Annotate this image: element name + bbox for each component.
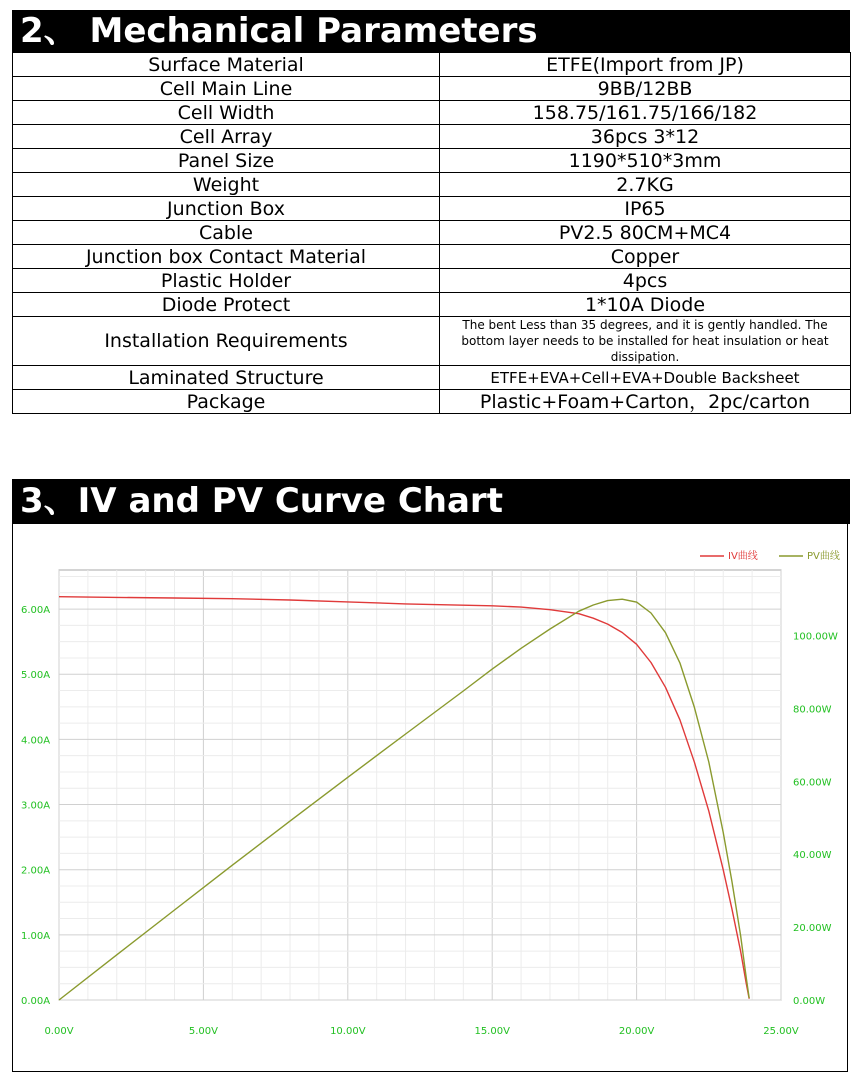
param-label: Installation Requirements (13, 317, 440, 366)
x-axis-ticks (44, 1026, 798, 1037)
y-tick-label: 6.00A (21, 605, 51, 617)
param-label: Cell Width (13, 101, 440, 125)
x-tick-label: 0.00V (44, 1026, 74, 1037)
plot-area (59, 570, 781, 1000)
param-value: 36pcs 3*12 (440, 125, 851, 149)
param-value: Plastic+Foam+Carton，2pc/carton (440, 390, 851, 414)
x-tick-label: 25.00V (763, 1026, 799, 1037)
y-axis-ticks (21, 605, 50, 1007)
param-label: Cell Array (13, 125, 440, 149)
table-row (13, 125, 851, 149)
table-row (13, 221, 851, 245)
y-tick-label: 1.00A (21, 930, 51, 942)
y-tick-label: 3.00A (21, 800, 51, 812)
x-tick-label: 15.00V (474, 1026, 510, 1037)
param-label: Panel Size (13, 149, 440, 173)
param-label: Surface Material (13, 53, 440, 77)
param-value: 1190*510*3mm (440, 149, 851, 173)
x-tick-label: 5.00V (188, 1026, 218, 1037)
table-row (13, 293, 851, 317)
param-label: Cell Main Line (13, 77, 440, 101)
iv-pv-chart (0, 524, 860, 1072)
param-value: ETFE(Import from JP) (440, 53, 851, 77)
table-row (13, 149, 851, 173)
y2-tick-label: 80.00W (793, 704, 832, 716)
param-label: Cable (13, 221, 440, 245)
y-tick-label: 5.00A (21, 670, 51, 682)
y2-tick-label: 40.00W (793, 850, 832, 862)
iv-pv-curve-heading: 3、IV and PV Curve Chart (12, 479, 850, 524)
param-label: Package (13, 390, 440, 414)
y-tick-label: 0.00A (21, 996, 51, 1007)
x-tick-label: 20.00V (618, 1026, 655, 1037)
table-row (13, 101, 851, 125)
y-tick-label: 4.00A (21, 735, 51, 747)
table-row (13, 317, 851, 366)
table-row (13, 390, 851, 414)
y2-tick-label: 60.00W (793, 777, 832, 789)
param-label: Junction box Contact Material (13, 245, 440, 269)
y-tick-label: 2.00A (21, 865, 51, 877)
param-label: Laminated Structure (13, 366, 440, 390)
table-row (13, 173, 851, 197)
table-row (13, 245, 851, 269)
param-value: 1*10A Diode (440, 293, 851, 317)
table-row (13, 197, 851, 221)
param-value: 158.75/161.75/166/182 (440, 101, 851, 125)
y2-tick-label: 100.00W (793, 631, 838, 643)
param-value: PV2.5 80CM+MC4 (440, 221, 851, 245)
param-value: 9BB/12BB (440, 77, 851, 101)
param-value: 4pcs (440, 269, 851, 293)
legend-label: PV曲线 (807, 551, 840, 562)
chart-legend (700, 549, 840, 562)
y2-tick-label: 20.00W (793, 923, 832, 935)
param-label: Plastic Holder (13, 269, 440, 293)
y2-axis-ticks (793, 632, 838, 1007)
x-tick-label: 10.00V (330, 1026, 366, 1037)
param-value: 2.7KG (440, 173, 851, 197)
mechanical-parameters-heading: 2、 Mechanical Parameters (12, 10, 850, 52)
param-value: Copper (440, 245, 851, 269)
param-label: Weight (13, 173, 440, 197)
param-label: Junction Box (13, 197, 440, 221)
y2-tick-label: 0.00W (793, 996, 826, 1007)
param-label: Diode Protect (13, 293, 440, 317)
table-row (13, 53, 851, 77)
param-value: IP65 (440, 197, 851, 221)
param-value: The bent Less than 35 degrees, and it is gently handled. The bottom layer needs to be installed for heat insulation or heat dissipation. (440, 317, 851, 366)
param-value: ETFE+EVA+Cell+EVA+Double Backsheet (440, 366, 851, 390)
mechanical-parameters-table (12, 52, 851, 414)
table-row (13, 77, 851, 101)
legend-label: IV曲线 (728, 551, 758, 562)
table-row (13, 269, 851, 293)
table-row (13, 366, 851, 390)
